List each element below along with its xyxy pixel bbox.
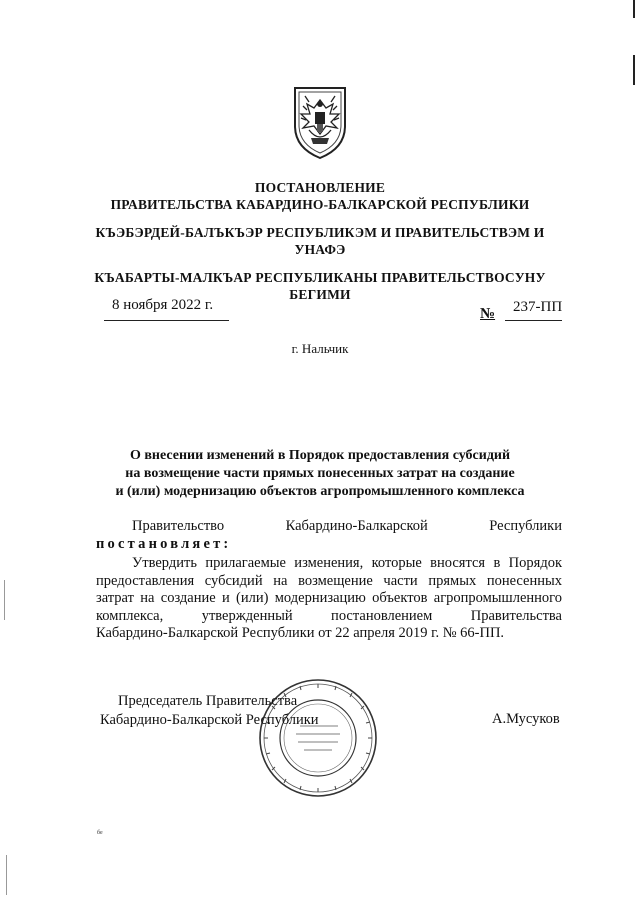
number-underline [505,320,562,321]
body-line: затрат на создание и (или) модернизацию объектов агропромышленного [96,590,562,606]
scan-edge-mark [633,55,635,85]
signatory-position-line: Председатель Правительства [118,693,298,709]
date-underline [104,320,229,321]
document-city: г. Нальчик [291,341,349,356]
government-name-kbd-line2: УНАФЭ [294,242,346,257]
body-line: Правительство Кабардино-Балкарской Республики [132,518,562,534]
coat-of-arms-icon [287,82,353,162]
signatory-position [100,692,319,730]
government-name-krc-line1: КЪАБАРТЫ-МАЛКЪАР РЕСПУБЛИКАНЫ ПРАВИТЕЛЬСТВОСУНУ [94,270,546,285]
body-line: комплекса, утвержденный постановлением Правительства [96,607,562,624]
title-line: на возмещение части прямых понесенных затрат на создание [125,466,515,481]
title-line: и (или) модернизацию объектов агропромышленного комплекса [115,484,525,499]
government-name-krc-line2: БЕГИМИ [289,287,351,302]
footer-mark: бе [97,830,103,836]
signatory-name: А.Мусуков [492,711,560,727]
signatory-position-line: Кабардино-Балкарской Республики [100,712,319,728]
document-date: 8 ноября 2022 г. [112,297,214,313]
government-name-kbd-line1: КЪЭБЭРДЕЙ-БАЛЪКЪЭР РЕСПУБЛИКЭМ И ПРАВИТЕЛЬСТВЭМ И [95,225,545,240]
scan-edge-mark [633,0,635,18]
scan-edge-mark [6,855,7,895]
number-sign: № [480,306,496,322]
document-body [96,518,562,643]
doc-type-heading: ПОСТАНОВЛЕНИЕ [254,180,386,195]
document-title [80,447,560,501]
title-line: О внесении изменений в Порядок предоставления субсидий [129,448,511,463]
body-decree-word: постановляет: [96,535,232,552]
body-line: Утвердить прилагаемые изменения, которые вносятся в Порядок [132,555,562,571]
government-name-ru: ПРАВИТЕЛЬСТВА КАБАРДИНО-БАЛКАРСКОЙ РЕСПУБЛИКИ [110,197,530,212]
document-number: 237-ПП [513,299,563,315]
body-line: предоставления субсидий на возмещение части прямых понесенных [96,572,562,589]
body-line: Кабардино-Балкарской Республики от 22 апреля 2019 г. № 66-ПП. [96,625,505,641]
scan-edge-mark [4,580,5,620]
